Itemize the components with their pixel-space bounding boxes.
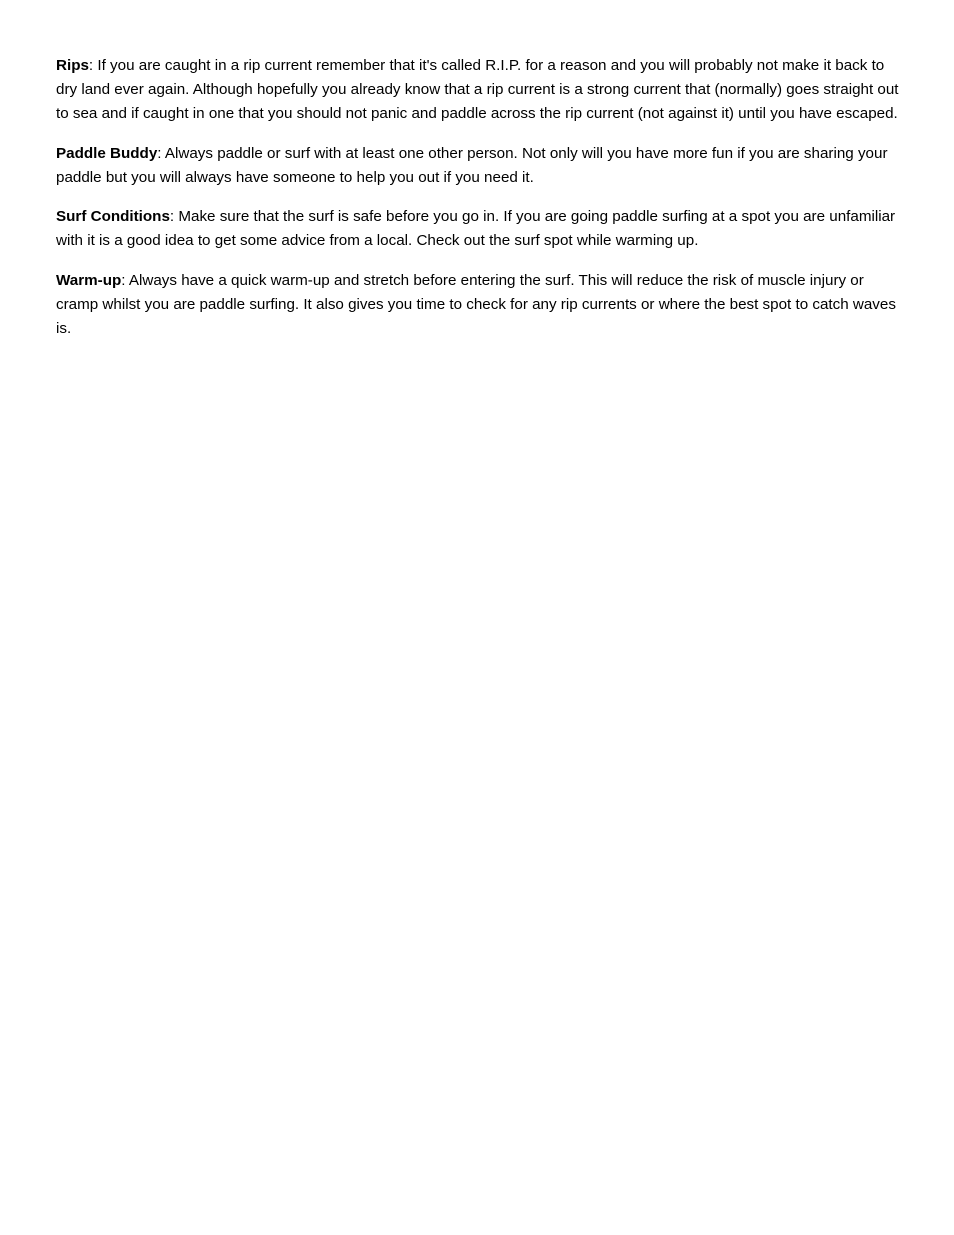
paragraph-separator: : [157,144,162,162]
paragraph-term: Rips [56,57,89,74]
paragraph-separator: : [121,271,126,289]
paragraph-text: If you are caught in a rip current remember that it's called R.I.P. for a reason and you will probably not make it back to dry land ever again. Although hopefully you already know that a rip current is a strong current that (normally) goes straight out to sea and if caught in one that you should not panic and paddle across the rip current (not against it) until you have escaped. [56,57,899,122]
paragraph-term: Surf Conditions [56,208,170,225]
paragraph-term: Paddle Buddy [56,144,158,162]
paragraph-text: Make sure that the surf is safe before you go in. If you are going paddle surfing at a spot you are unfamiliar with it is a good idea to get some advice from a local. Check out the surf spot while warming up. [56,208,896,249]
paragraph-warm-up [56,269,904,341]
paragraph-rips [56,54,904,126]
paragraph-text: Always paddle or surf with at least one other person. Not only will you have more fun if you are sharing your paddle but you will always have someone to help you out if you need it. [56,144,888,186]
document-body [56,54,904,356]
paragraph-surf-conditions [56,205,904,253]
paragraph-term: Warm-up [56,271,122,289]
paragraph-separator: : [169,208,175,225]
paragraph-text: Always have a quick warm-up and stretch before entering the surf. This will reduce the risk of muscle injury or cramp whilst you are paddle surfing. It also gives you time to check for any rip currents or where the best spot to catch waves is. [56,271,896,337]
paragraph-paddle-buddy [56,142,904,190]
paragraph-separator: : [88,57,94,74]
